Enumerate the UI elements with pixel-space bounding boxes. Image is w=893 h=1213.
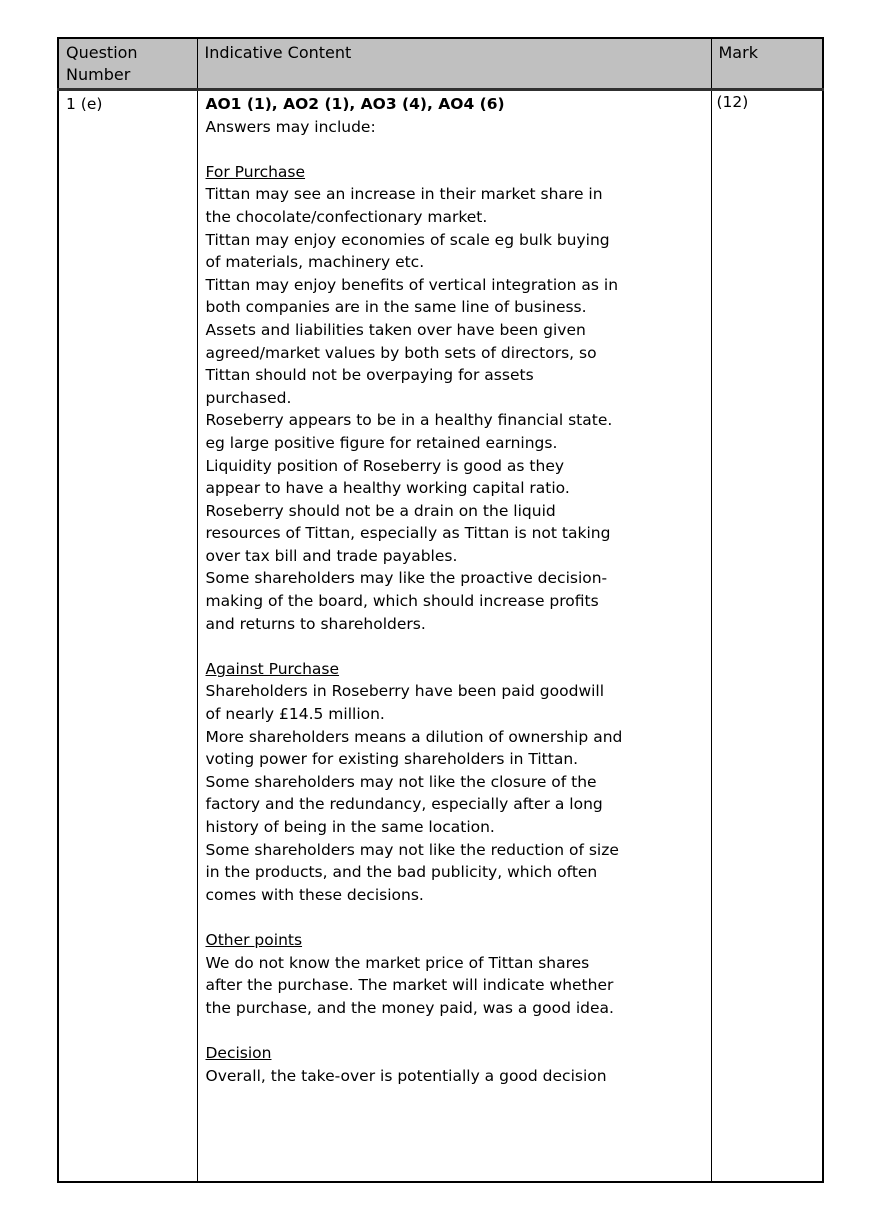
content-line: the chocolate/confectionary market. [205,207,488,226]
content-line: making of the board, which should increase profits [205,592,599,611]
indicative-content-cell [197,90,711,1182]
content-line: We do not know the market price of Tittan shares [205,953,590,972]
content-line: history of being in the same location. [205,818,495,836]
content-line: Assets and liabilities taken over have been given [205,320,586,339]
content-line: eg large positive figure for retained earnings. [205,433,558,452]
indicative-content-header: Indicative Content [197,38,711,90]
content-line: Tittan should not be overpaying for assets [205,366,534,385]
content-line: Roseberry should not be a drain on the liquid [205,501,556,520]
blank-line [206,1019,703,1042]
blank-line [206,138,703,161]
mark-scheme-table [57,37,824,1183]
content-line: and returns to shareholders. [205,614,426,633]
content-line: the purchase, and the money paid, was a good idea. [205,998,614,1017]
content-line: comes with these decisions. [205,885,424,904]
content-line: resources of Tittan, especially as Tittan is not taking [205,524,611,543]
content-line: of materials, machinery etc. [205,253,425,272]
assessment-objectives-line: AO1 (1), AO2 (1), AO3 (4), AO4 (6) [205,95,505,113]
section-heading: For Purchase [205,162,306,181]
mark-scheme-grid [57,37,824,1183]
answers-intro-line: Answers may include: [205,117,376,136]
section-heading: Against Purchase [205,659,340,678]
content-line: Tittan may enjoy benefits of vertical integration as in [205,275,619,294]
content-line: in the products, and the bad publicity, which often [205,863,598,882]
content-line: Tittan may enjoy economies of scale eg bulk buying [205,230,610,249]
content-line: over tax bill and trade payables. [205,546,458,565]
content-line: after the purchase. The market will indicate whether [205,976,614,995]
content-line: voting power for existing shareholders in Tittan. [205,750,579,769]
content-line: factory and the redundancy, especially after a long [205,795,603,814]
blank-line [206,635,703,658]
answer-row [58,90,823,1182]
mark-value-cell: (12) [711,90,823,1182]
content-line: Some shareholders may not like the reduction of size [205,840,619,859]
section-heading: Decision [205,1043,272,1062]
section-heading: Other points [205,930,303,949]
header-row [58,38,823,90]
content-line: Overall, the take-over is potentially a good decision [205,1066,607,1085]
content-sections [206,138,703,1087]
content-line: appear to have a healthy working capital ratio. [205,479,570,498]
mark-header: Mark [711,38,823,90]
content-line: Some shareholders may not like the closure of the [205,772,597,791]
content-line: Shareholders in Roseberry have been paid goodwill [205,682,605,701]
content-line: both companies are in the same line of business. [205,298,587,317]
content-line: agreed/market values by both sets of directors, so [205,343,597,362]
question-number-header: Question Number [58,38,197,90]
content-line: purchased. [205,388,292,407]
content-line: Tittan may see an increase in their market share in [205,185,603,204]
content-line: Liquidity position of Roseberry is good as they [205,456,565,475]
content-line: of nearly £14.5 million. [205,705,385,724]
content-line: Some shareholders may like the proactive decision- [205,569,608,588]
content-line: Roseberry appears to be in a healthy financial state. [205,411,613,430]
content-line: More shareholders means a dilution of ownership and [205,727,623,746]
blank-line [206,906,703,929]
question-number-cell: 1 (e) [58,90,197,1182]
